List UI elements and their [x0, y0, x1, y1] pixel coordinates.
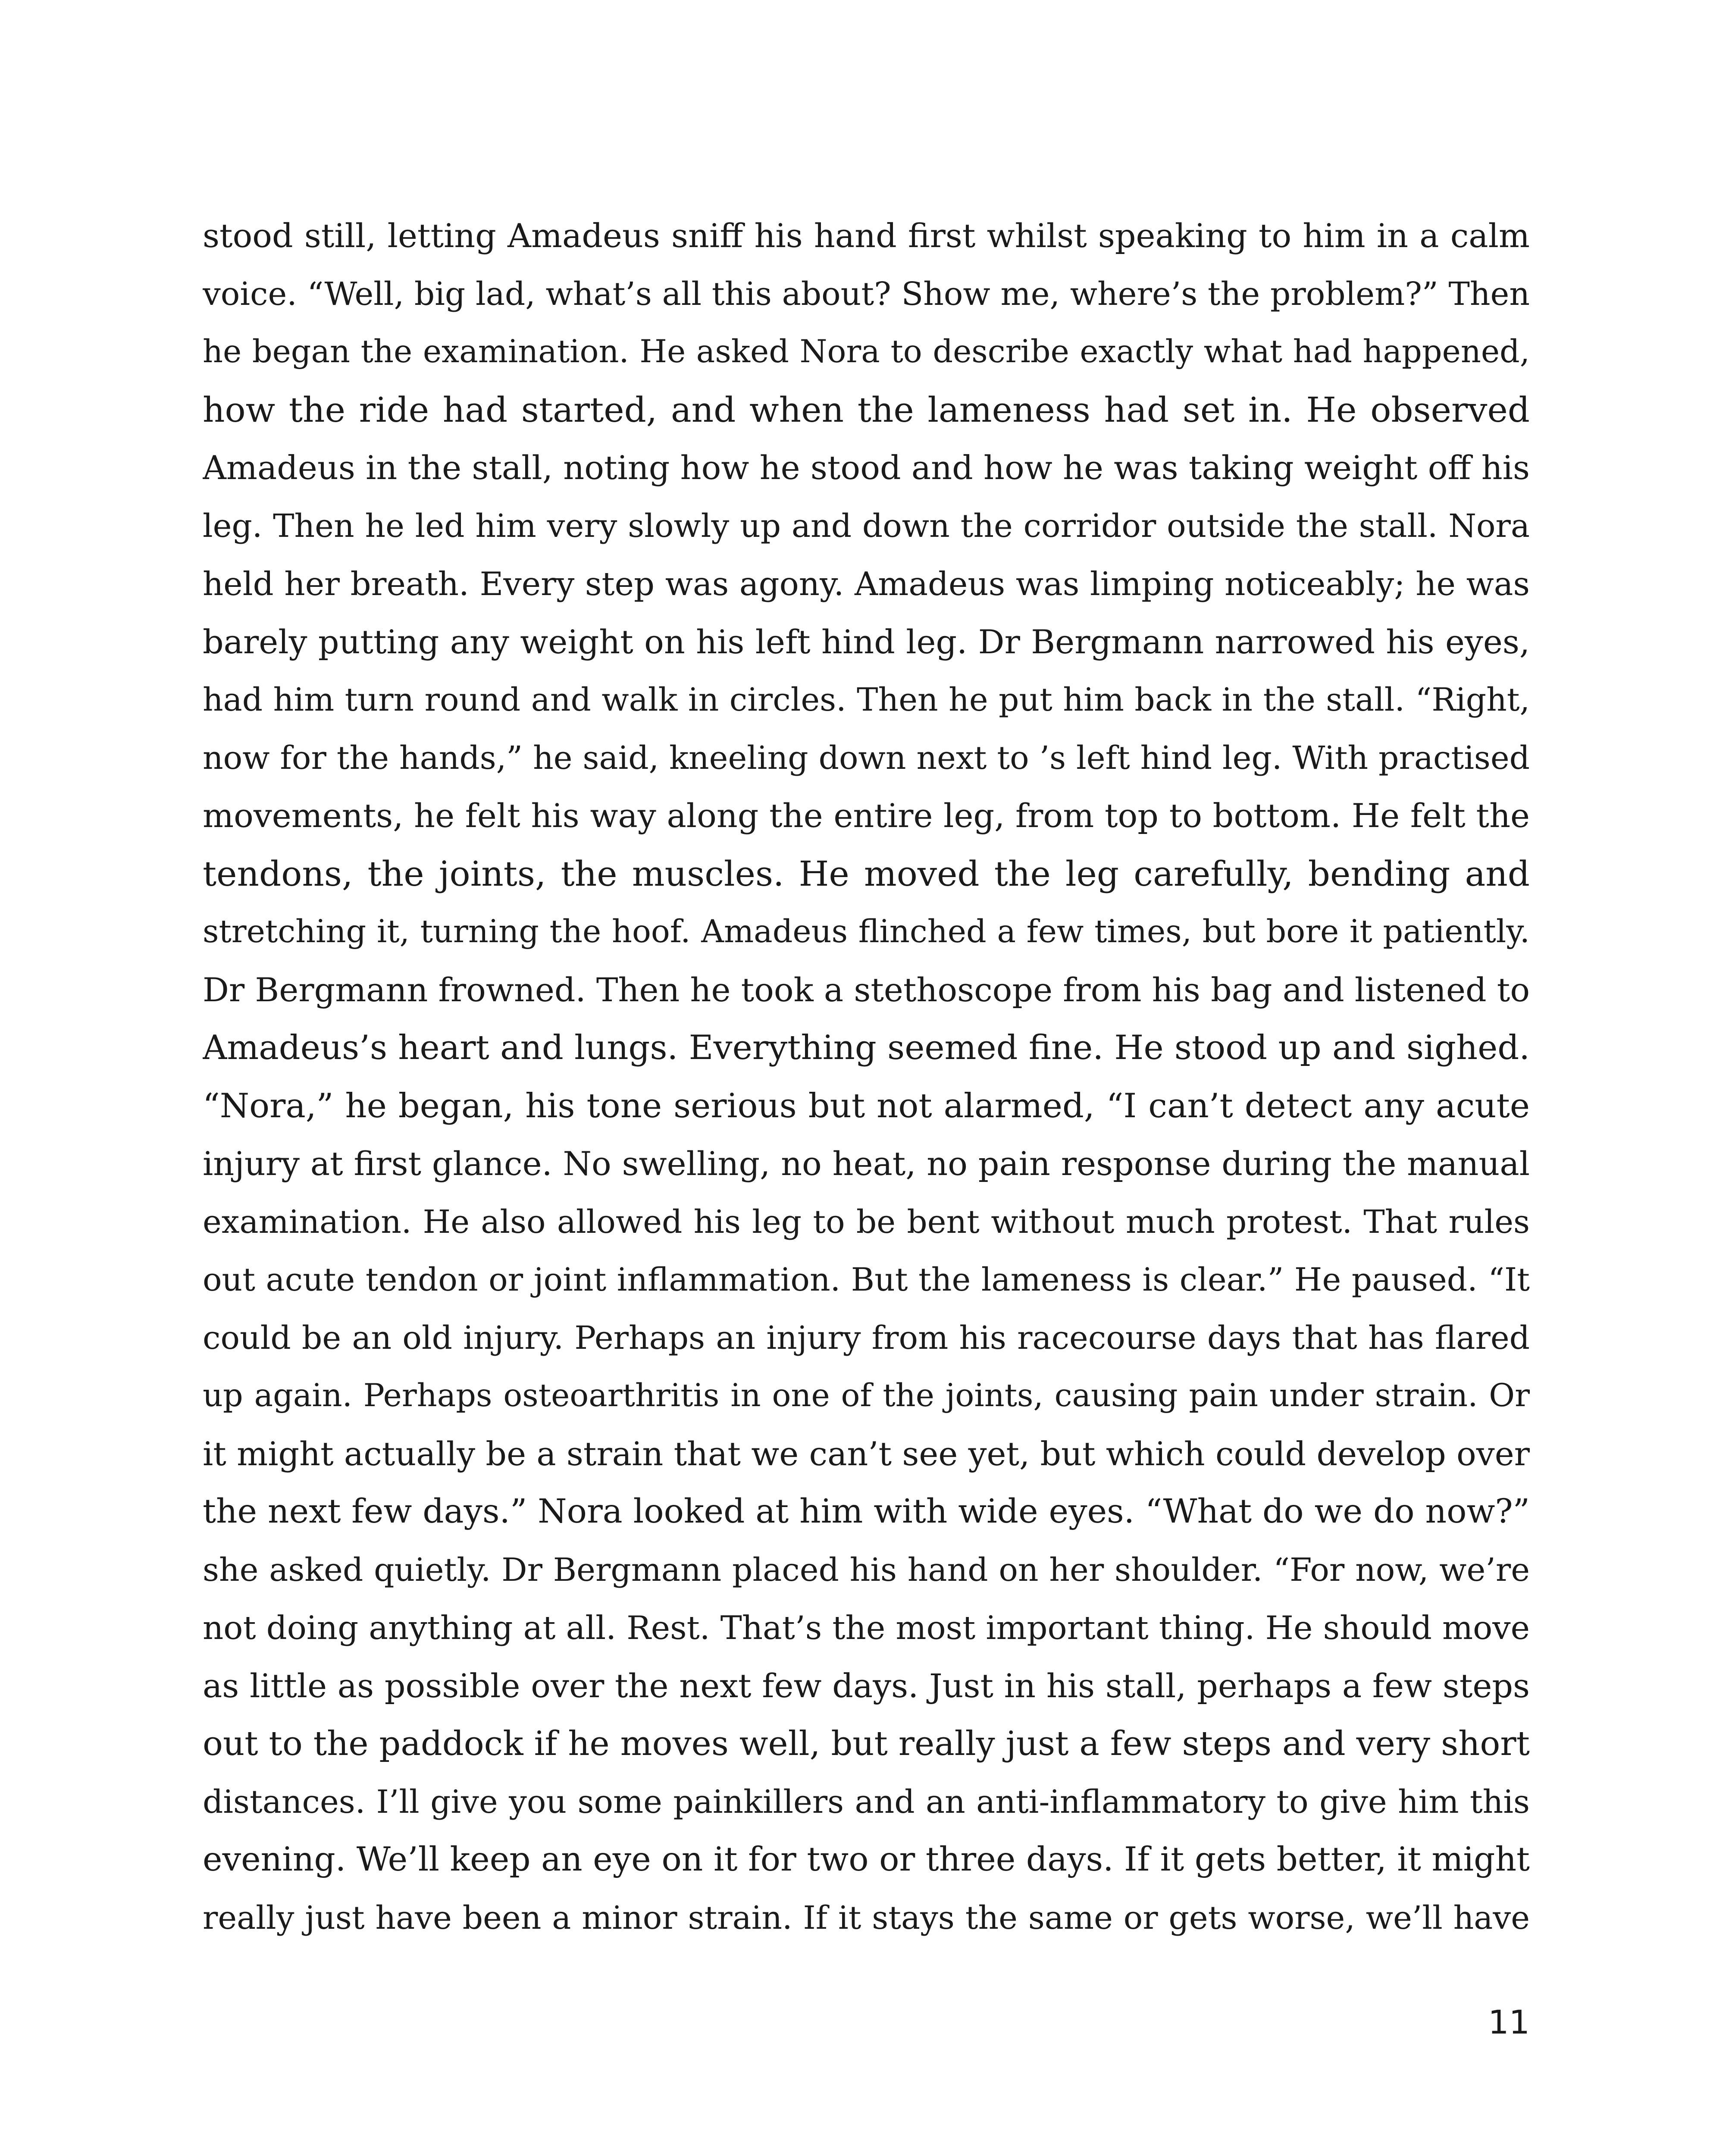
- text-line: Amadeus in the stall, noting how he stood and how he was taking weight off his: [203, 448, 1530, 487]
- text-line: injury at first glance. No swelling, no heat, no pain response during the manual: [203, 1144, 1530, 1183]
- text-line: really just have been a minor strain. If it stays the same or gets worse, we’ll have: [203, 1899, 1530, 1937]
- text-line: evening. We’ll keep an eye on it for two or three days. If it gets better, it might: [203, 1840, 1530, 1879]
- text-line: voice. “Well, big lad, what’s all this about? Show me, where’s the problem?” Then: [203, 275, 1530, 313]
- text-line: tendons, the joints, the muscles. He moved the leg carefully, bending and: [203, 853, 1530, 894]
- text-line: out to the paddock if he moves well, but really just a few steps and very short: [203, 1724, 1530, 1763]
- text-line: Amadeus’s heart and lungs. Everything seemed fine. He stood up and sighed.: [203, 1028, 1530, 1067]
- text-line: she asked quietly. Dr Bergmann placed his hand on her shoulder. “For now, we’re: [203, 1551, 1530, 1589]
- text-line: examination. He also allowed his leg to be bent without much protest. That rules: [203, 1203, 1530, 1241]
- text-line: now for the hands,” he said, kneeling down next to ’s left hind leg. With practised: [203, 739, 1530, 777]
- text-line: could be an old injury. Perhaps an injury from his racecourse days that has flared: [203, 1319, 1530, 1357]
- text-line: leg. Then he led him very slowly up and down the corridor outside the stall. Nora: [203, 507, 1530, 545]
- text-line: he began the examination. He asked Nora to describe exactly what had happened,: [203, 333, 1530, 370]
- text-line: Dr Bergmann frowned. Then he took a stethoscope from his bag and listened to: [203, 970, 1530, 1009]
- text-line: held her breath. Every step was agony. Amadeus was limping noticeably; he was: [203, 565, 1530, 603]
- text-line: stretching it, turning the hoof. Amadeus flinched a few times, but bore it patiently.: [203, 913, 1530, 950]
- text-line: how the ride had started, and when the lameness had set in. He observed: [203, 389, 1530, 430]
- text-line: it might actually be a strain that we can’t see yet, but which could develop over: [203, 1434, 1530, 1473]
- page-number: 11: [1488, 2003, 1530, 2041]
- text-line: the next few days.” Nora looked at him with wide eyes. “What do we do now?”: [203, 1492, 1530, 1531]
- body-text: [203, 207, 1530, 1947]
- text-line: barely putting any weight on his left hind leg. Dr Bergmann narrowed his eyes,: [203, 622, 1530, 661]
- text-line: “Nora,” he began, his tone serious but not alarmed, “I can’t detect any acute: [203, 1086, 1530, 1125]
- text-line: not doing anything at all. Rest. That’s the most important thing. He should move: [203, 1609, 1530, 1647]
- text-line: distances. I’ll give you some painkillers and an anti-inflammatory to give him this: [203, 1783, 1530, 1821]
- text-line: as little as possible over the next few days. Just in his stall, perhaps a few steps: [203, 1666, 1530, 1705]
- text-line: stood still, letting Amadeus sniff his hand first whilst speaking to him in a calm: [203, 216, 1530, 255]
- text-line: out acute tendon or joint inflammation. But the lameness is clear.” He paused. “It: [203, 1261, 1530, 1298]
- text-line: up again. Perhaps osteoarthritis in one of the joints, causing pain under strain. Or: [203, 1377, 1530, 1414]
- text-line: movements, he felt his way along the entire leg, from top to bottom. He felt the: [203, 796, 1530, 835]
- text-line: had him turn round and walk in circles. Then he put him back in the stall. “Right,: [203, 681, 1530, 718]
